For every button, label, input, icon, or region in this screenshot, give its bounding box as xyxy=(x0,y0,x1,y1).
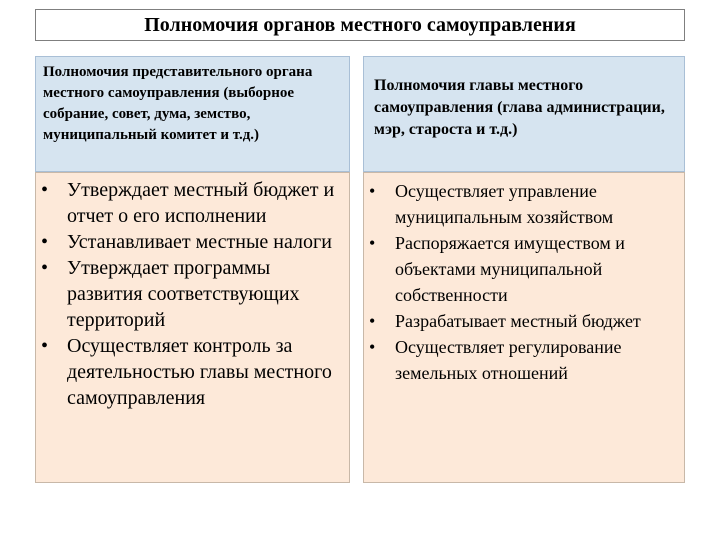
page-title: Полномочия органов местного самоуправления xyxy=(35,9,685,41)
bullet-icon: • xyxy=(369,337,376,357)
bullet-icon: • xyxy=(41,231,49,253)
head-of-self-government-heading: Полномочия главы местного самоуправления (глава администрации, мэр, староста и т.д.) xyxy=(363,56,685,172)
bullet-icon: • xyxy=(369,181,376,201)
list-item: • Распоряжается имуществом и объектами муниципальной собственности xyxy=(369,230,684,308)
list-item: • Осуществляет управление муниципальным хозяйством xyxy=(369,178,684,230)
powers-list-left xyxy=(36,173,349,411)
powers-list-right xyxy=(364,173,684,386)
list-item: • Утверждает программы развития соответствующих территорий xyxy=(41,257,300,331)
representative-body-heading: Полномочия представительного органа местного самоуправления (выборное собрание, совет, дума, земство, муниципальный комитет и т.д.) xyxy=(35,56,350,172)
head-of-self-government-powers xyxy=(363,172,685,483)
list-item: • Осуществляет контроль за деятельностью главы местного самоуправления xyxy=(41,335,332,409)
bullet-icon: • xyxy=(41,257,49,279)
list-item: • Разрабатывает местный бюджет xyxy=(369,308,684,334)
list-item: • Устанавливает местные налоги xyxy=(41,231,332,253)
list-item: • Утверждает местный бюджет и отчет о его исполнении xyxy=(41,179,335,227)
representative-body-powers xyxy=(35,172,350,483)
bullet-icon: • xyxy=(41,335,49,357)
bullet-icon: • xyxy=(369,233,376,253)
list-item: • Осуществляет регулирование земельных отношений xyxy=(369,334,684,386)
bullet-icon: • xyxy=(369,311,376,331)
bullet-icon: • xyxy=(41,179,49,201)
